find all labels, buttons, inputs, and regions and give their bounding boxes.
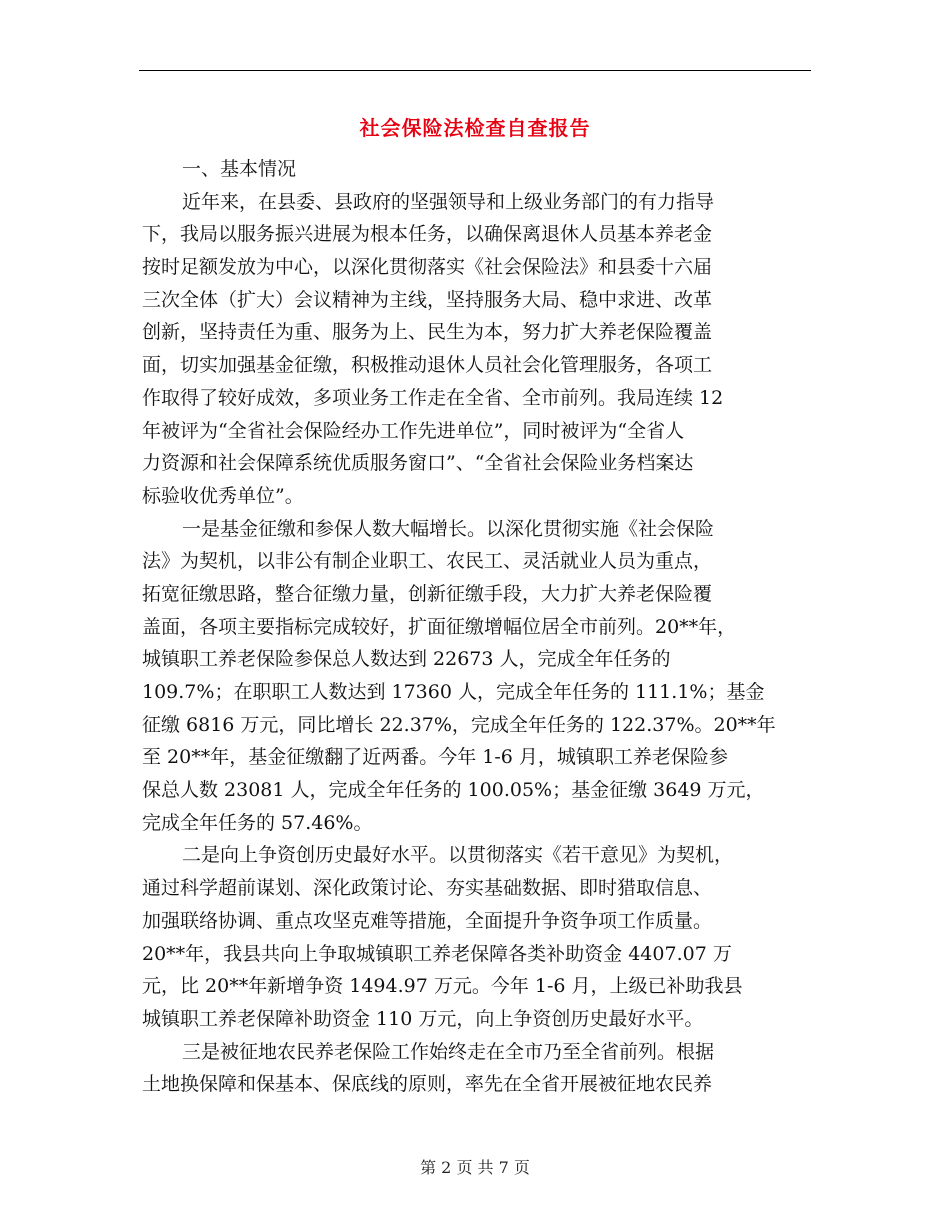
paragraph-line: 109.7%；在职职工人数达到 17360 人，完成全年任务的 111.1%；基金 [142, 681, 765, 703]
paragraph-line: 二是向上争资创历史最好水平。以贯彻落实《若干意见》为契机， [182, 844, 734, 867]
paragraph-line: 元，比 20**年新增争资 1494.97 万元。今年 1-6 月，上级已补助我县 [142, 975, 743, 998]
paragraph-line: 作取得了较好成效，多项业务工作走在全省、全市前列。我局连续 12 [142, 386, 724, 409]
paragraph-line: 加强联络协调、重点攻坚克难等措施，全面提升争资争项工作质量。 [142, 909, 713, 932]
paragraph-line: 至 20**年，基金征缴翻了近两番。今年 1-6 月，城镇职工养老保险参 [142, 746, 728, 769]
paragraph-line: 三是被征地农民养老保险工作始终走在全市乃至全省前列。根据 [182, 1040, 715, 1063]
paragraph-line: 完成全年任务的 57.46%。 [142, 811, 373, 834]
paragraph-line: 下，我局以服务振兴进展为根本任务，以确保离退休人员基本养老金 [142, 223, 713, 246]
paragraph-line: 三次全体（扩大）会议精神为主线，坚持服务大局、稳中求进、改革 [142, 288, 713, 311]
paragraph-line: 年被评为“全省社会保险经办工作先进单位”，同时被评为“全省人 [142, 419, 685, 442]
page-footer: 第 2 页 共 7 页 [420, 1158, 530, 1177]
paragraph-line: 土地换保障和保基本、保底线的原则，率先在全省开展被征地农民养 [142, 1073, 713, 1096]
paragraph-line: 通过科学超前谋划、深化政策讨论、夯实基础数据、即时猎取信息、 [142, 877, 713, 900]
document-title: 社会保险法检查自查报告 [359, 116, 591, 140]
paragraph-line: 城镇职工养老保险参保总人数达到 22673 人，完成全年任务的 [142, 648, 671, 671]
paragraph-line: 法》为契机，以非公有制企业职工、农民工、灵活就业人员为重点， [142, 550, 713, 573]
paragraph-line: 力资源和社会保障系统优质服务窗口”、“全省社会保险业务档案达 [142, 452, 694, 475]
section-heading: 一、基本情况 [182, 158, 297, 180]
paragraph-line: 标验收优秀单位”。 [142, 484, 304, 507]
paragraph-line: 20**年，我县共向上争取城镇职工养老保障各类补助资金 4407.07 万 [142, 942, 732, 965]
paragraph-line: 创新，坚持责任为重、服务为上、民生为本，努力扩大养老保险覆盖 [142, 321, 713, 344]
paragraph-line: 拓宽征缴思路，整合征缴力量，创新征缴手段，大力扩大养老保险覆 [142, 582, 713, 605]
paragraph-line: 面，切实加强基金征缴，积极推动退休人员社会化管理服务，各项工 [142, 354, 713, 377]
paragraph-line: 保总人数 23081 人，完成全年任务的 100.05%；基金征缴 3649 万元， [142, 779, 765, 802]
paragraph-line: 城镇职工养老保障补助资金 110 万元，向上争资创历史最好水平。 [142, 1007, 704, 1030]
document-body [142, 153, 810, 1101]
paragraph-line: 按时足额发放为中心，以深化贯彻落实《社会保险法》和县委十六届 [142, 256, 713, 279]
paragraph-line: 一是基金征缴和参保人数大幅增长。以深化贯彻实施《社会保险 [182, 517, 715, 540]
header-rule [139, 70, 811, 71]
paragraph-line: 近年来，在县委、县政府的坚强领导和上级业务部门的有力指导 [182, 190, 715, 213]
paragraph-line: 盖面，各项主要指标完成较好，扩面征缴增幅位居全市前列。20**年， [142, 615, 737, 638]
paragraph-line: 征缴 6816 万元，同比增长 22.37%，完成全年任务的 122.37%。20**年 [142, 713, 776, 736]
